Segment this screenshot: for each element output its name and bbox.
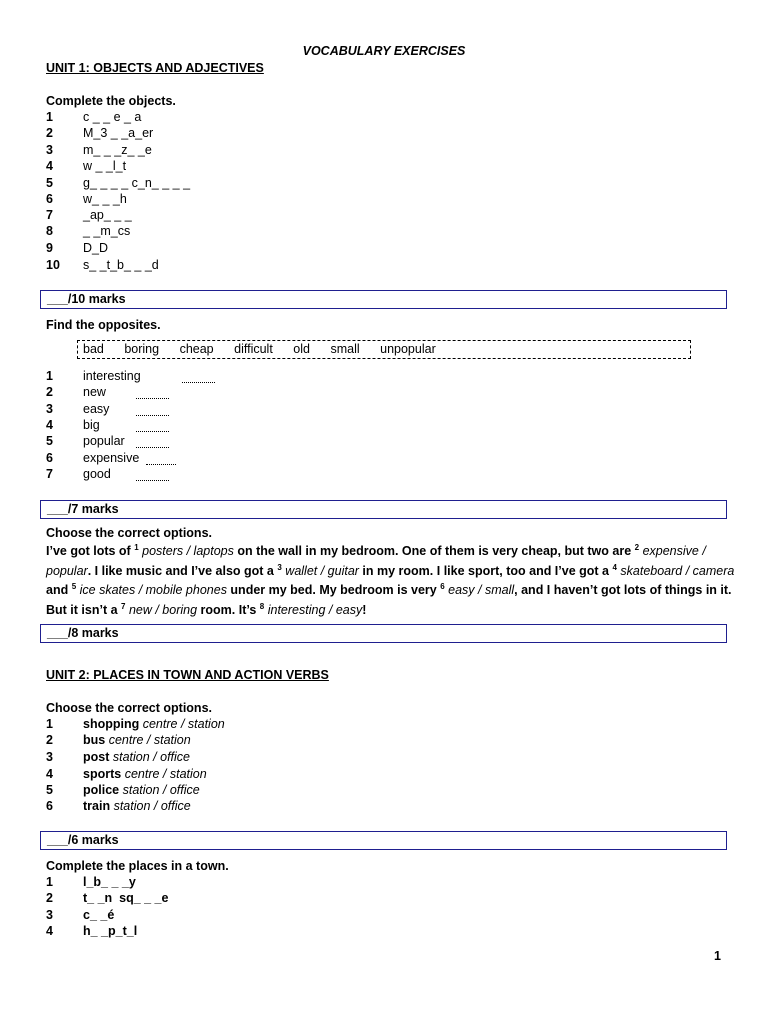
list-item: h_ _p_t_l (83, 924, 138, 938)
word-bank-word: bad (83, 342, 104, 356)
list-item: D_D (83, 241, 109, 255)
list-item: bus centre / station (83, 733, 191, 747)
marks-box[interactable] (40, 290, 727, 309)
marks-label: ___/7 marks (47, 502, 119, 516)
list-item: big (83, 418, 100, 432)
item-number: 3 (46, 750, 53, 764)
word-bank-word: unpopular (380, 342, 436, 356)
item-number: 4 (46, 767, 53, 781)
list-item: c_ _é (83, 908, 115, 922)
option-pair[interactable]: expensive / popular (46, 544, 706, 578)
list-item: popular (83, 434, 125, 448)
word-bank-word: small (330, 342, 360, 356)
list-item: good (83, 467, 111, 481)
item-number: 1 (46, 875, 53, 889)
item-number: 4 (46, 418, 53, 432)
item-number: 1 (46, 369, 53, 383)
gap-fill-paragraph: I’ve got lots of $^1$ posters / laptops on the wall in my bedroom. One of them is very cheap, but two are $^2$ expensive / popular. I like music and I’ve also got a $^3$ wallet / guitar in my room. I like sport, too and I’ve got a $^4$ skateboard / camera and $^5$ ice skates / mobile phones under my bed. My bedroom is very $^6$ easy / small, and I haven’t got lots of things in it. But it isn’t a $^7$ new / boring room. It’s $^8$ interesting / easy! (46, 543, 735, 618)
list-item: t_ _n sq_ _ _e (83, 891, 169, 905)
item-number: 10 (46, 258, 60, 272)
marks-label: ___/8 marks (47, 626, 119, 640)
list-item: _ _m_cs (83, 224, 131, 238)
item-number: 2 (46, 733, 53, 747)
marks-box[interactable] (40, 624, 727, 643)
item-number: 7 (46, 208, 53, 222)
unit2-heading: UNIT 2: PLACES IN TOWN AND ACTION VERBS (46, 668, 329, 682)
list-item: police station / office (83, 783, 200, 797)
list-item: w_ _ _h (83, 192, 127, 206)
unit1-ex1-instruction: Complete the objects. (46, 94, 176, 108)
list-item: expensive (83, 451, 140, 465)
word-bank (77, 340, 691, 359)
option-pair[interactable]: posters / laptops (142, 544, 234, 559)
marks-box[interactable] (40, 500, 727, 519)
answer-blank[interactable] (146, 454, 176, 468)
item-number: 1 (46, 717, 53, 731)
item-number: 4 (46, 924, 53, 938)
list-item: c _ _ e _ a (83, 110, 142, 124)
option-pair[interactable]: interesting / easy (267, 603, 363, 618)
list-item: _ap_ _ _ (83, 208, 132, 222)
list-item: train station / office (83, 799, 191, 813)
item-number: 5 (46, 176, 53, 190)
unit2-ex1-instruction: Choose the correct options. (46, 701, 212, 715)
item-number: 7 (46, 467, 53, 481)
list-item: w _ _l_t (83, 159, 127, 173)
item-number: 6 (46, 799, 53, 813)
option-pair[interactable]: centre / station (108, 733, 191, 747)
list-item: shopping centre / station (83, 717, 225, 731)
item-number: 2 (46, 891, 53, 905)
option-pair[interactable]: centre / station (142, 717, 225, 731)
answer-blank[interactable] (136, 421, 169, 435)
word-bank-word: boring (124, 342, 160, 356)
unit1-heading: UNIT 1: OBJECTS AND ADJECTIVES (46, 61, 264, 75)
option-pair[interactable]: easy / small (448, 583, 515, 598)
list-item: post station / office (83, 750, 190, 764)
list-item: g_ _ _ _ c_n_ _ _ _ (83, 176, 191, 190)
marks-label: ___/10 marks (47, 292, 126, 306)
item-number: 6 (46, 192, 53, 206)
item-number: 2 (46, 126, 53, 140)
document-title: VOCABULARY EXERCISES (302, 44, 466, 58)
item-number: 6 (46, 451, 53, 465)
list-item: M_3 _ _a_er (83, 126, 154, 140)
list-item: s_ _t_b_ _ _d (83, 258, 159, 272)
item-number: 4 (46, 159, 53, 173)
item-number: 9 (46, 241, 53, 255)
word-bank-word: difficult (234, 342, 273, 356)
list-item: easy (83, 402, 110, 416)
list-item: new (83, 385, 106, 399)
option-pair[interactable]: station / office (122, 783, 200, 797)
unit1-ex2-instruction: Find the opposites. (46, 318, 161, 332)
item-number: 5 (46, 434, 53, 448)
list-item: m_ _ _z_ _e (83, 143, 152, 157)
word-bank-word: cheap (179, 342, 214, 356)
answer-blank[interactable] (182, 372, 215, 386)
list-item: l_b_ _ _y (83, 875, 136, 889)
answer-blank[interactable] (136, 437, 169, 451)
item-number: 1 (46, 110, 53, 124)
item-number: 3 (46, 908, 53, 922)
list-item: interesting (83, 369, 141, 383)
option-pair[interactable]: station / office (112, 750, 190, 764)
item-number: 3 (46, 402, 53, 416)
list-item: sports centre / station (83, 767, 207, 781)
option-pair[interactable]: new / boring (128, 603, 198, 618)
answer-blank[interactable] (136, 388, 169, 402)
marks-label: ___/6 marks (47, 833, 119, 847)
marks-box[interactable] (40, 831, 727, 850)
option-pair[interactable]: ice skates / mobile phones (79, 583, 227, 598)
page-number: 1 (714, 949, 721, 963)
option-pair[interactable]: centre / station (124, 767, 207, 781)
item-number: 8 (46, 224, 53, 238)
word-bank-word: old (293, 342, 310, 356)
answer-blank[interactable] (136, 470, 169, 484)
item-number: 3 (46, 143, 53, 157)
option-pair[interactable]: skateboard / camera (620, 563, 735, 578)
unit1-ex3-instruction: Choose the correct options. (46, 526, 212, 540)
answer-blank[interactable] (136, 405, 169, 419)
option-pair[interactable]: station / office (113, 799, 191, 813)
item-number: 5 (46, 783, 53, 797)
option-pair[interactable]: wallet / guitar (285, 563, 359, 578)
unit2-ex2-instruction: Complete the places in a town. (46, 859, 229, 873)
item-number: 2 (46, 385, 53, 399)
